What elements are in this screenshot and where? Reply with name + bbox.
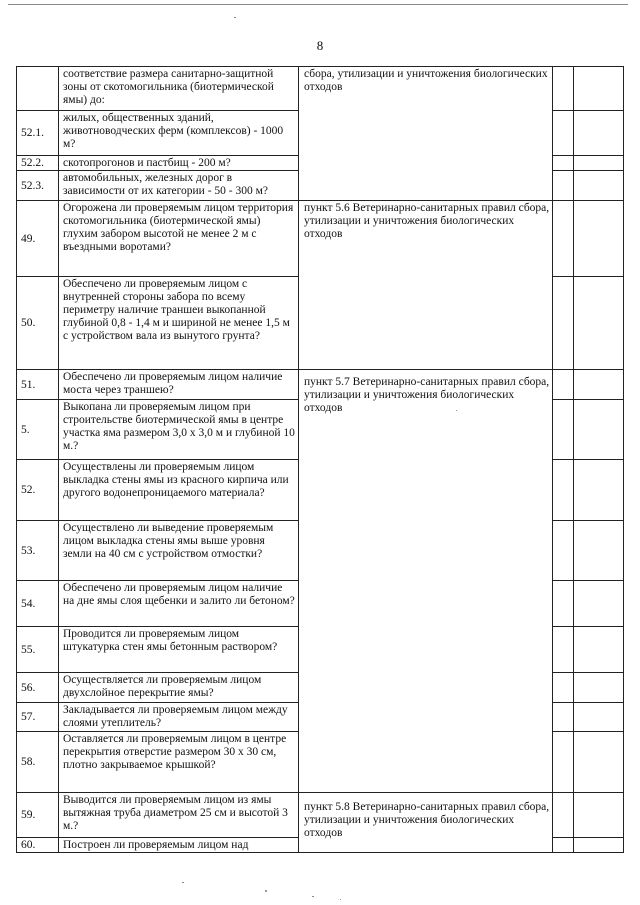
row-number: 52.3. <box>17 171 59 201</box>
row-number: 58. <box>17 732 59 793</box>
answer-cell-narrow <box>553 67 574 111</box>
question-text: Огорожена ли проверяемым лицом территория скотомогильника (биотермической ямы) глухим забором высотой не менее 2 м с въездными воротами? <box>59 201 299 277</box>
question-text: Выводится ли проверяемым лицом из ямы вытяжная труба диаметром 25 см и высотой 3 м.? <box>59 793 299 838</box>
answer-cell-wide <box>574 460 624 521</box>
row-number: 53. <box>17 521 59 581</box>
answer-cell-narrow <box>553 460 574 521</box>
row-number: 52.2. <box>17 156 59 171</box>
row-number: 52. <box>17 460 59 521</box>
question-text: Построен ли проверяемым лицом над <box>59 838 299 853</box>
row-number: 60. <box>17 838 59 853</box>
answer-cell-wide <box>574 521 624 581</box>
answer-cell-narrow <box>553 171 574 201</box>
row-number <box>17 67 59 111</box>
scan-speck <box>340 899 341 900</box>
answer-cell-wide <box>574 277 624 370</box>
question-text: Оставляется ли проверяемым лицом в центре перекрытия отверстие размером 30 х 30 см, плотно закрываемое крышкой? <box>59 732 299 793</box>
row-number: 56. <box>17 673 59 703</box>
answer-cell-narrow <box>553 201 574 277</box>
answer-cell-wide <box>574 67 624 111</box>
answer-cell-narrow <box>553 277 574 370</box>
question-text: Закладывается ли проверяемым лицом между слоями утеплитель? <box>59 703 299 732</box>
row-number: 57. <box>17 703 59 732</box>
row-number: 51. <box>17 370 59 400</box>
answer-cell-wide <box>574 171 624 201</box>
answer-cell-wide <box>574 793 624 838</box>
scan-edge-line <box>8 4 628 5</box>
question-text: Осуществлены ли проверяемым лицом выкладка стены ямы из красного кирпича или другого водонепроницаемого материала? <box>59 460 299 521</box>
row-number: 50. <box>17 277 59 370</box>
table-row <box>17 370 624 400</box>
answer-cell-wide <box>574 627 624 673</box>
answer-cell-wide <box>574 156 624 171</box>
question-text: Обеспечено ли проверяемым лицом с внутренней стороны забора по всему периметру наличие траншеи выкопанной глубиной 0,8 - 1,4 м и шириной не менее 1,5 м с устройством вала из вынутого грунта? <box>59 277 299 370</box>
question-text: Проводится ли проверяемым лицом штукатурка стен ямы бетонным раствором? <box>59 627 299 673</box>
answer-cell-wide <box>574 732 624 793</box>
answer-cell-wide <box>574 581 624 627</box>
legal-reference: пункт 5.7 Ветеринарно-санитарных правил сбора, утилизации и уничтожения биологических отходов <box>299 370 553 793</box>
page-number: 8 <box>316 38 324 53</box>
answer-cell-wide <box>574 703 624 732</box>
legal-reference: пункт 5.8 Ветеринарно-санитарных правил сбора, утилизации и уничтожения биологических отходов <box>299 793 553 853</box>
scan-speck <box>182 882 184 883</box>
answer-cell-narrow <box>553 627 574 673</box>
answer-cell-wide <box>574 111 624 156</box>
table-row <box>17 67 624 111</box>
question-text: жилых, общественных зданий, животноводческих ферм (комплексов) - 1000 м? <box>59 111 299 156</box>
answer-cell-wide <box>574 400 624 460</box>
question-text: автомобильных, железных дорог в зависимости от их категории - 50 - 300 м? <box>59 171 299 201</box>
answer-cell-wide <box>574 673 624 703</box>
answer-cell-narrow <box>553 732 574 793</box>
answer-cell-narrow <box>553 838 574 853</box>
answer-cell-narrow <box>553 581 574 627</box>
table-row <box>17 201 624 277</box>
legal-reference: сбора, утилизации и уничтожения биологических отходов <box>299 67 553 201</box>
answer-cell-narrow <box>553 703 574 732</box>
row-number: 55. <box>17 627 59 673</box>
row-number: 54. <box>17 581 59 627</box>
answer-cell-narrow <box>553 156 574 171</box>
answer-cell-narrow <box>553 370 574 400</box>
answer-cell-wide <box>574 201 624 277</box>
checklist-table <box>16 66 624 853</box>
answer-cell-wide <box>574 838 624 853</box>
scan-speck <box>234 17 236 18</box>
row-number: 5. <box>17 400 59 460</box>
answer-cell-narrow <box>553 673 574 703</box>
question-text: Обеспечено ли проверяемым лицом наличие на дне ямы слоя щебенки и залито ли бетоном? <box>59 581 299 627</box>
legal-reference: пункт 5.6 Ветеринарно-санитарных правил сбора, утилизации и уничтожения биологических отходов <box>299 201 553 370</box>
scan-speck <box>265 890 267 892</box>
scan-speck <box>312 896 314 897</box>
scan-speck <box>456 410 457 411</box>
row-number: 52.1. <box>17 111 59 156</box>
question-text: Выкопана ли проверяемым лицом при строительстве биотермической ямы в центре участка яма размером 3,0 х 3,0 м и глубиной 10 м.? <box>59 400 299 460</box>
question-text: Осуществляется ли проверяемым лицом двухслойное перекрытие ямы? <box>59 673 299 703</box>
question-text: Осуществлено ли выведение проверяемым лицом выкладка стены ямы выше уровня земли на 40 см с устройством отмостки? <box>59 521 299 581</box>
question-text: скотопрогонов и пастбищ - 200 м? <box>59 156 299 171</box>
row-number: 49. <box>17 201 59 277</box>
row-number: 59. <box>17 793 59 838</box>
question-text: Обеспечено ли проверяемым лицом наличие моста через траншею? <box>59 370 299 400</box>
answer-cell-narrow <box>553 793 574 838</box>
question-text: соответствие размера санитарно-защитной зоны от скотомогильника (биотермической ямы) до: <box>59 67 299 111</box>
answer-cell-narrow <box>553 111 574 156</box>
answer-cell-narrow <box>553 400 574 460</box>
table-row <box>17 793 624 838</box>
answer-cell-wide <box>574 370 624 400</box>
answer-cell-narrow <box>553 521 574 581</box>
